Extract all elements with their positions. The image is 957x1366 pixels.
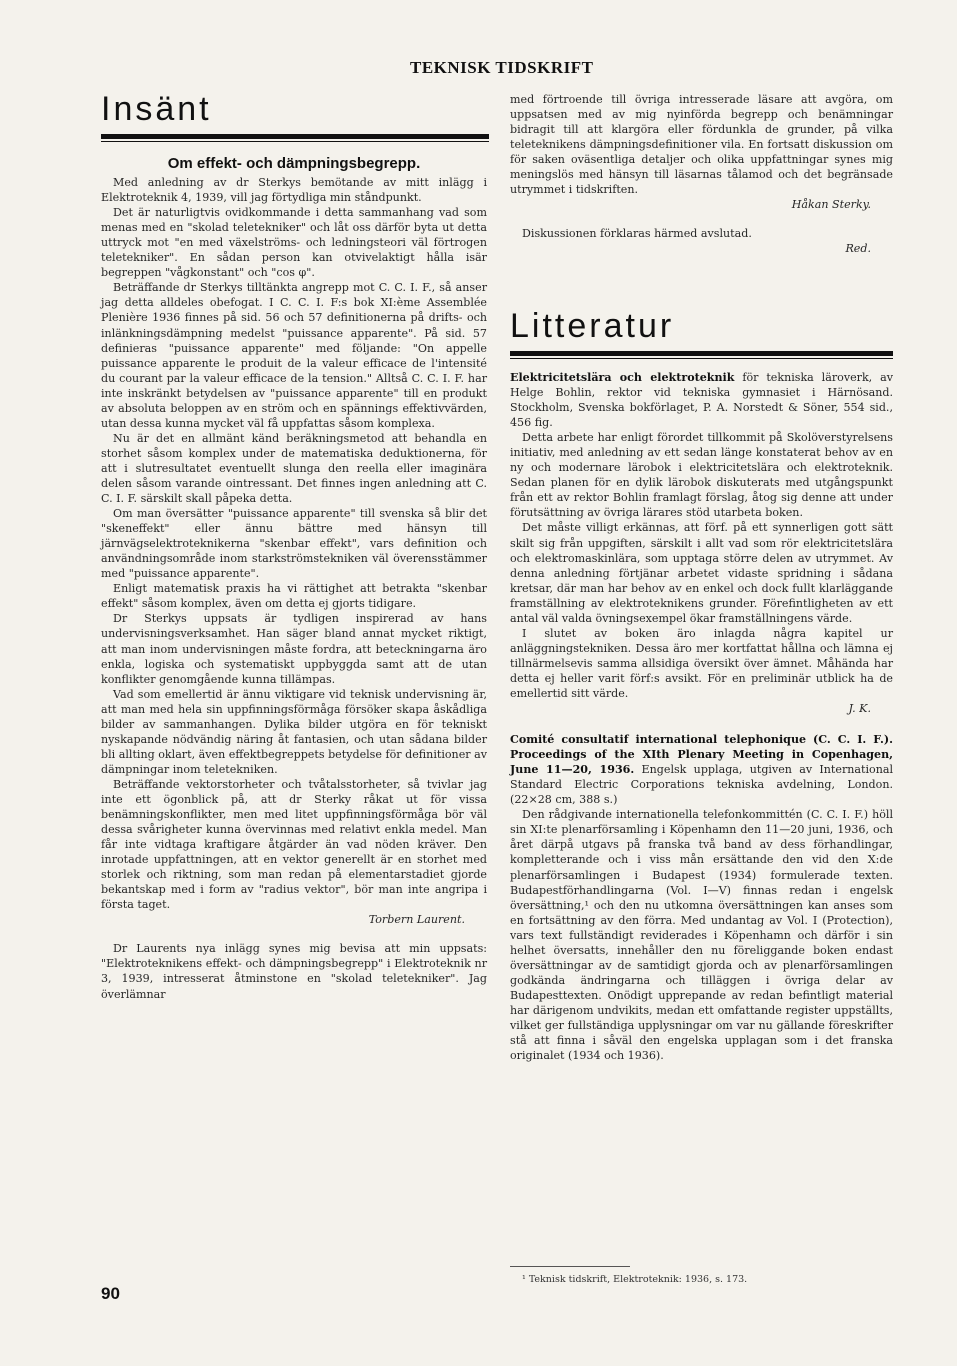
footnote: ¹ Teknisk tidskrift, Elektroteknik: 1936, s. 173. bbox=[522, 1274, 748, 1285]
footnote-rule bbox=[510, 1266, 630, 1267]
reply-signature: Håkan Sterky. bbox=[791, 198, 871, 212]
review-bibliography: för tekniska läroverk, av Helge Bohlin, rektor vid tekniska gymnasiet i Härnösand. Stockholm, Svenska bokförlaget, P. A. Norstedt & Söner, 554 sid., 456 fig. bbox=[510, 371, 893, 430]
paragraph: Beträffande dr Sterkys tilltänkta angrepp mot C. C. I. F., så anser jag detta alldeles obefogat. I C. C. I. F:s bok XI:ème Assemblée Plenière 1936 finnes på sid. 56 och 57 definitionerna på drifts- och inlänkningsdämpning medelst "puissance apparente". På sid. 57 definieras "puissance apparente" med följande: "On appelle puissance apparente le produit de la valeur efficace de l'intensité du courant par la valeur efficace de la tension." Alltså C. C. I. F. har inte inskränkt betydelsen av "puissance apparente" till en produkt av absoluta beloppen av en ström och en spännings effektivvärden, utan dessa kunna mycket väl få uppfattas såsom komplexa. bbox=[101, 281, 487, 430]
paragraph: Detta arbete har enligt förordet tillkommit på Skolöverstyrelsens initiativ, med anledning av ett sedan länge konstaterat behov av en ny och modernare lärobok i elektricitetslära och elektroteknik. Sedan planen för en dylik lärobok diskuterats med utgångspunkt från ett av rektor Bohlin framlagt förslag, åtog sig denne att under förutsättning av övriga lärares stöd utarbeta boken. bbox=[510, 431, 893, 520]
left-column bbox=[101, 156, 487, 1002]
paragraph: Med anledning av dr Sterkys bemötande av mitt inlägg i Elektroteknik 4, 1939, vill jag förtydliga min ståndpunkt. bbox=[101, 176, 487, 205]
paragraph: Enligt matematisk praxis ha vi rättighet att betrakta "skenbar effekt" såsom komplex, även om detta ej gjorts tidigare. bbox=[101, 582, 487, 611]
reply-continuation: med förtroende till övriga intresserade läsare att avgöra, om uppsatsen med av mig nyinförda begrepp och benämningar bidragit till att klargöra eller fördunkla de grunder, på vilka teleteknikens dämpningsdefinitioner vila. En fortsatt diskussion om för saken oväsentliga detaljer och olika uppfattningar synes mig meningslös med hänsyn till läsarnas tålamod och det begränsade utrymmet i tidskriften. bbox=[510, 93, 893, 197]
paragraph: Dr Sterkys uppsats är tydligen inspirerad av hans undervisningsverksamhet. Han säger bland annat mycket riktigt, att man inom undervisningen måste fordra, att beteckningarna äro enkla, logiska och systematiskt uppbyggda samt att de utan konflikter genomgående kunna tillämpas. bbox=[101, 612, 487, 686]
section-rule-insant bbox=[101, 134, 489, 139]
article-subtitle: Om effekt- och dämpningsbegrepp. bbox=[167, 155, 421, 172]
section-rule-insant-thin bbox=[101, 141, 489, 142]
section-rule-litteratur-thin bbox=[510, 358, 893, 359]
reply-paragraph: Dr Laurents nya inlägg synes mig bevisa att min uppsats: "Elektroteknikens effekt- och dämpningsbegrepp" i Elektroteknik nr 3, 1939, intresserat åtminstone en "skolad teletekniker". Jag överlämnar bbox=[101, 942, 487, 1001]
paragraph: Det är naturligtvis ovidkommande i detta sammanhang vad som menas med en "skolad teletekniker" och låt oss därför byta ut detta uttryck mot "en med växelströms- och ledningsteori väl förtrogen teletekniker". En sådan person kan otvivelaktigt hålla isär begreppen "vågkonstant" och "cos φ". bbox=[101, 206, 487, 280]
right-column-litteratur bbox=[510, 370, 893, 1063]
section-rule-litteratur bbox=[510, 351, 893, 356]
review-title: Comité consultatif international telephonique (C. C. I. F.). Proceedings of the XIth Plenary Meeting in Copenhagen, June 11—20, 1936. bbox=[510, 733, 893, 777]
author-signature: Torbern Laurent. bbox=[368, 913, 465, 927]
paragraph: Den rådgivande internationella telefonkommittén (C. C. I. F.) höll sin XI:te plenarförsamling i Köpenhamn den 11—20 juni, 1936, och året därpå utgavs på franska två band av dess förhandlingar, kompletterande och i viss mån ersättande den vid den X:de plenarförsamlingen i Budapest (1934) formulerade texten. Budapestförhandlingarna (Vol. I—V) finnas redan i engelsk översättning,¹ och den nu utkomna översättningen kan anses som en fortsättning av den förra. Med undantag av Vol. I (Protection), vars text fullständigt reviderades i Köpenhamn och därför i sin helhet översatts, innehåller den nu föreliggande boken endast översättningar av de samtidigt gjorda och av plenarförsamlingen godkända ändringarna och tilläggen i övriga delar av Budapesttexten. Onödigt upprepande av redan befintligt material har därigenom undvikits, medan ett omfattande register uppställts, vilket ger fullständiga upplysningar om var nu gällande föreskrifter stå att finna i såväl den engelska upplagan som i det franska originalet (1934 och 1936). bbox=[510, 808, 893, 1063]
paragraph: Nu är det en allmänt känd beräkningsmetod att behandla en storhet såsom komplex under de matematiska deduktionerna, för att i slutresultatet eventuellt slunga den reella eller imaginära delen såsom varande ointressant. Det finnes ingen anledning att C. C. I. F. särskilt skall påpeka detta. bbox=[101, 431, 487, 506]
section-heading-insant: Insänt bbox=[101, 90, 212, 128]
section-heading-litteratur: Litteratur bbox=[510, 307, 675, 345]
masthead: TEKNISK TIDSKRIFT bbox=[410, 58, 594, 77]
editor-signature: Red. bbox=[845, 242, 871, 256]
closing-note: Diskussionen förklaras härmed avslutad. bbox=[522, 227, 752, 241]
paragraph: Om man översätter "puissance apparente" till svenska så blir det "skeneffekt" eller ännu bättre med hänsyn till järnvägselektroteknikerna "skenbar effekt", vars definition och användningsområde inom starkströmstekniken väl överensstämmer med "puissance apparente". bbox=[101, 507, 487, 581]
paragraph: Vad som emellertid är ännu viktigare vid teknisk undervisning är, att man med hela sin uppfinningsförmåga försöker skapa åskådliga bilder av sammanhangen. Dylika bilder utgöra en för tekniskt nyskapande nödvändig näring åt fantasien, och utan sådana bilder bli allting oklart, även effektbegreppets betydelse för definitioner av dämpningar inom teletekniken. bbox=[101, 687, 487, 776]
review-title: Elektricitetslära och elektroteknik bbox=[510, 371, 735, 384]
review-heading bbox=[510, 370, 893, 430]
reviewer-signature: J. K. bbox=[848, 702, 871, 716]
right-column-top bbox=[510, 92, 893, 256]
page-number: 90 bbox=[101, 1284, 120, 1303]
paragraph: I slutet av boken äro inlagda några kapitel ur anläggningstekniken. Dessa äro mer kortfattat hållna och lämna ej tillnärmelsevis samma allsidiga översikt över ämnet. Måhända har detta ej heller varit förf:s avsikt. För en preliminär utblick ha de emellertid sitt värde. bbox=[510, 626, 893, 700]
paragraph: Beträffande vektorstorheter och tvåtalsstorheter, så tvivlar jag inte ett ögonblick på, att dr Sterky råkat ut för vissa benämningskonflikter, men med litet uppfinningsförmåga bör väl dessa svårigheter kunna övervinnas med relativt enkla medel. Man får inte vidtaga kraftigare åtgärder än vad nöden kräver. Den inrotade uppfattningen, att en vektor generellt är en storhet med storlek och riktning, som man redan på elementarstadiet gjorde bekantskap med i form av "radius vektor", bör man inte angripa i första taget. bbox=[101, 777, 487, 912]
review-bibliography: Engelsk upplaga, utgiven av International Standard Electric Corporations tekniska avdelning, London. (22×28 cm, 388 s.) bbox=[510, 763, 893, 807]
paragraph: Det måste villigt erkännas, att förf. på ett synnerligen gott sätt skilt sig från uppgiften, särskilt i allt vad som rör elektricitetslära och elektromaskinlära, som upptaga större delen av utrymmet. Av denna anledning förtjänar arbetet vidaste spridning i sådana kretsar, där man har behov av en enkel och dock fullt klarläggande framställning av elektroteknikens grunder. Förefintligheten av ett antal väl valda övningsexempel ökar framställningens värde. bbox=[510, 521, 893, 625]
review-heading bbox=[510, 732, 893, 807]
